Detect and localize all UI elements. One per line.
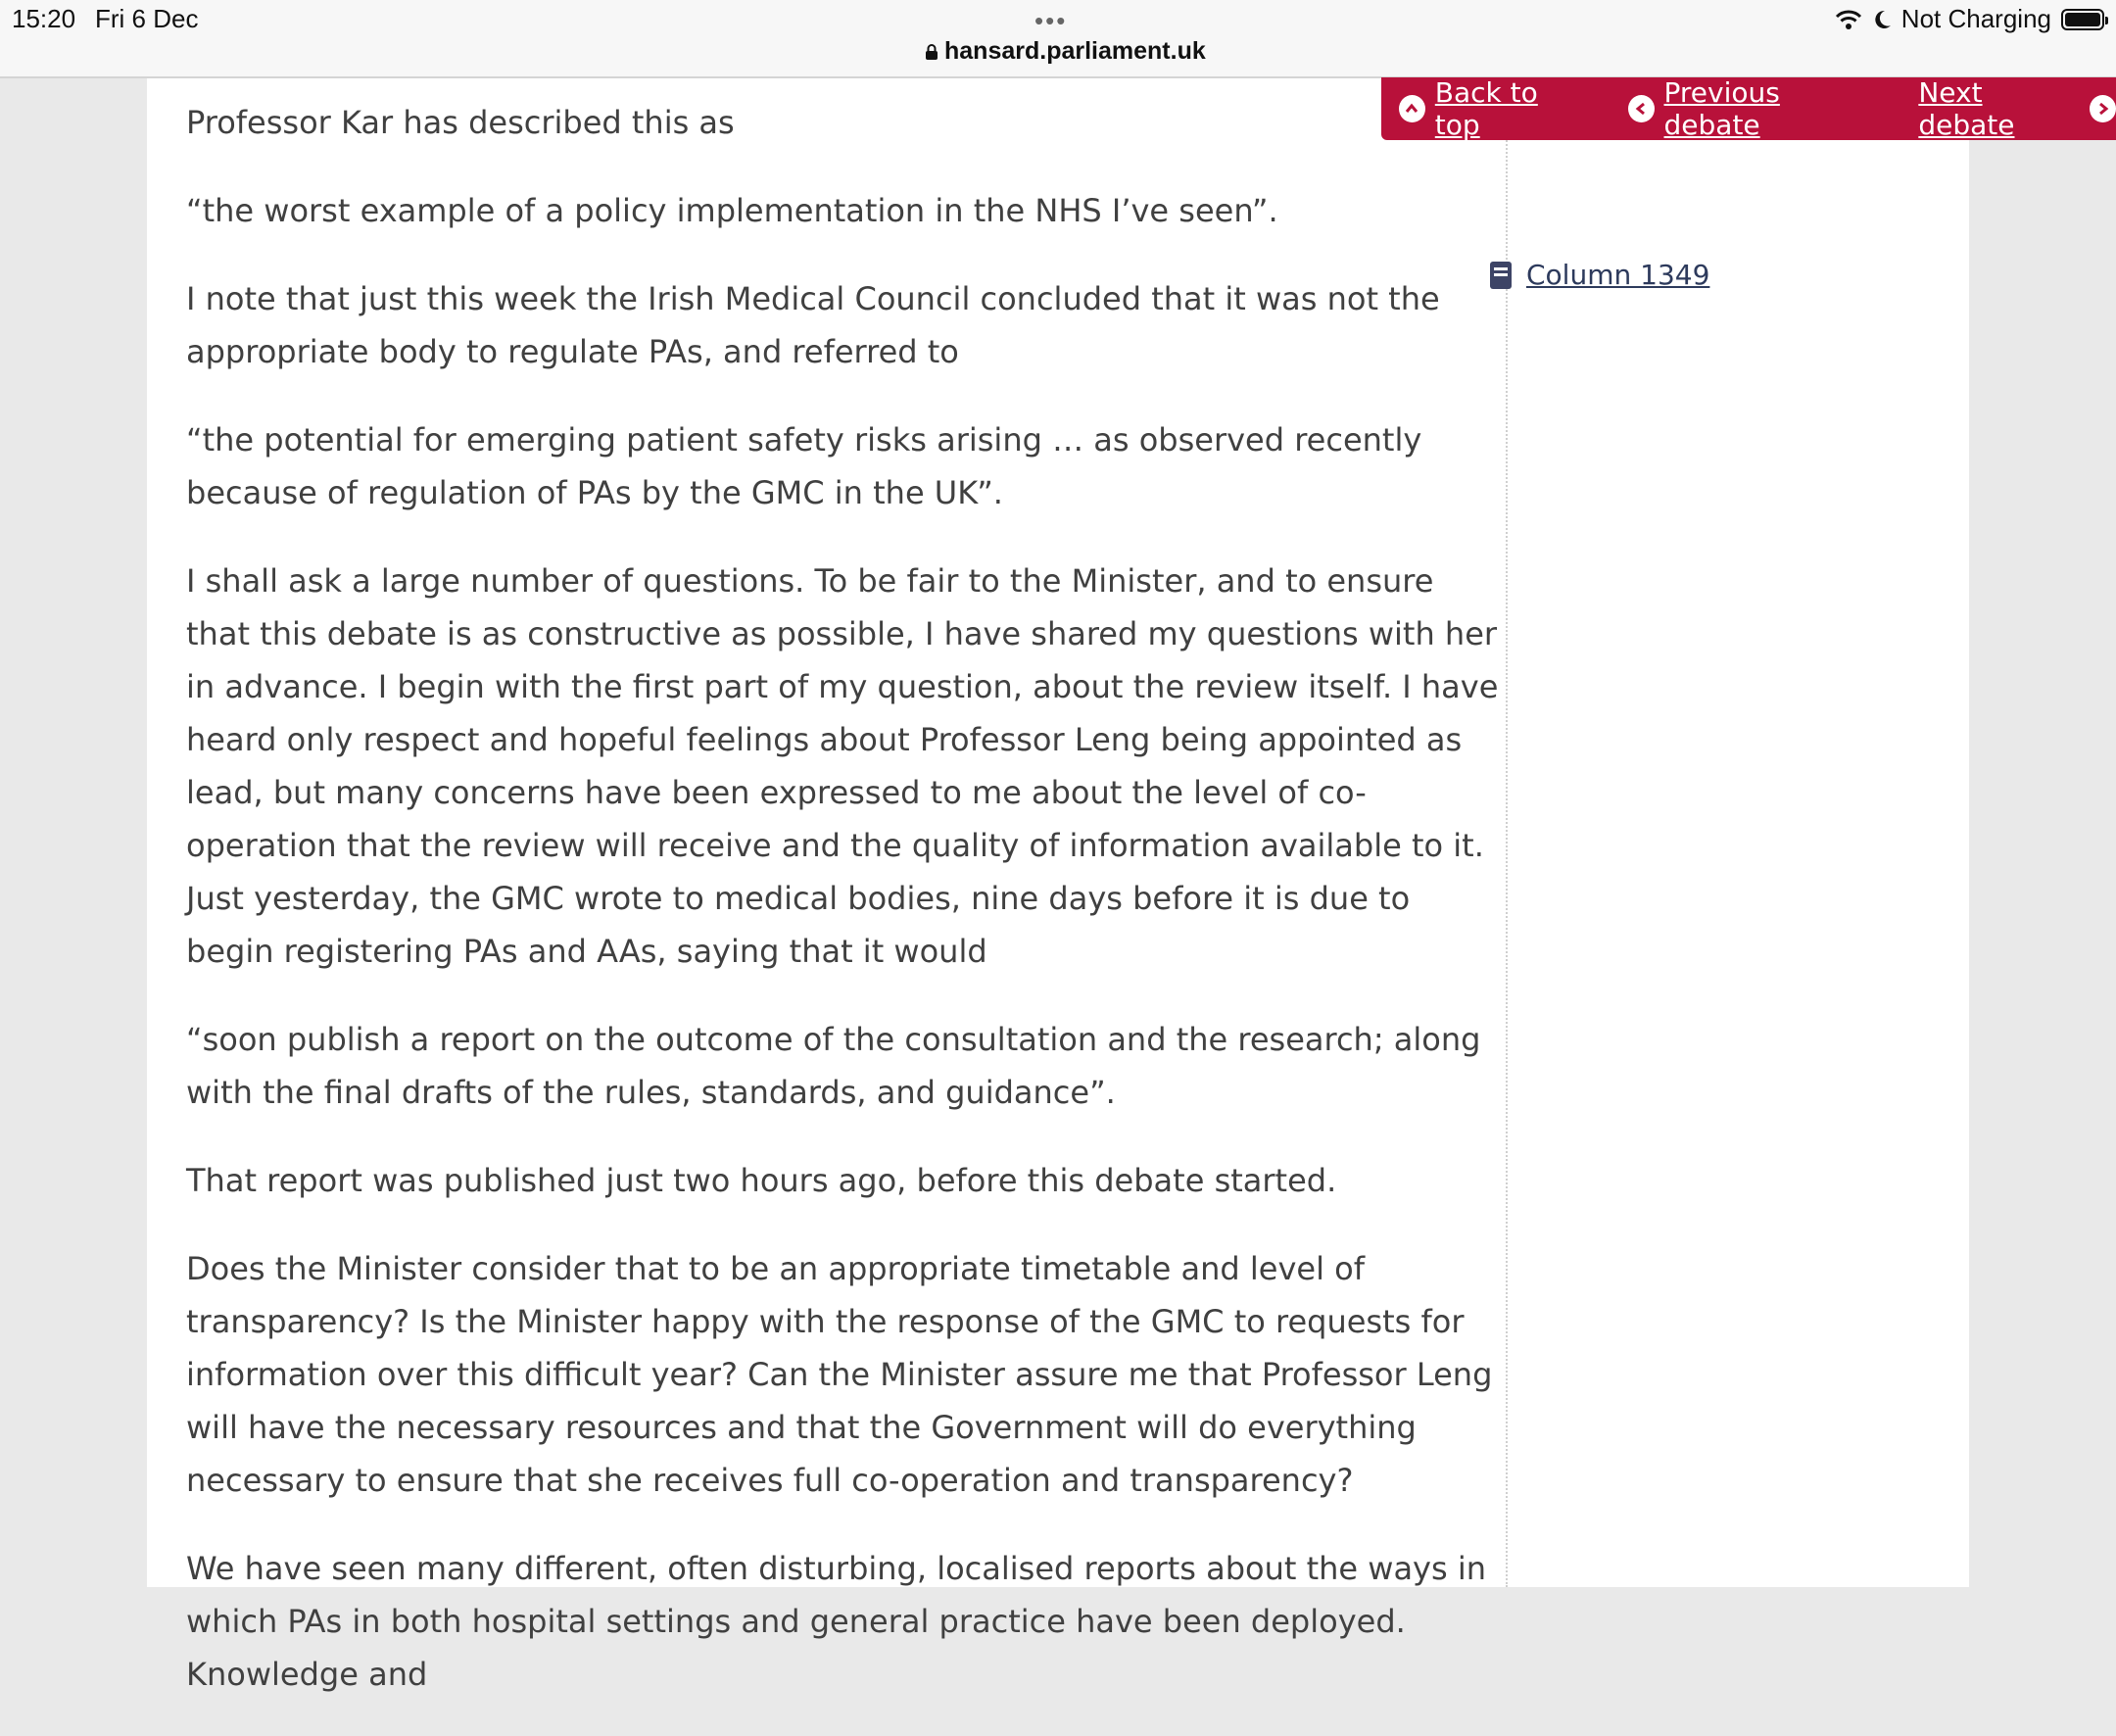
debate-text (186, 78, 1499, 1736)
book-icon (1489, 261, 1513, 290)
address-bar[interactable] (925, 37, 1206, 66)
charging-status: Not Charging (1900, 4, 2051, 33)
moon-icon (1872, 9, 1892, 30)
previous-debate-button[interactable] (1628, 76, 1876, 141)
url-text: hansard.parliament.uk (944, 37, 1206, 65)
column-divider (1506, 137, 1508, 1587)
paragraph: Professor Kar has described this as (186, 104, 735, 141)
back-to-top-button[interactable] (1399, 76, 1585, 141)
status-time: 15:20 (12, 4, 76, 33)
chevron-left-icon (1628, 95, 1655, 122)
paragraph: That report was published just two hours ago, before this debate started. (186, 1162, 1337, 1199)
chevron-up-icon (1399, 95, 1425, 122)
previous-debate-label: Previous debate (1663, 76, 1780, 141)
debate-navigation (1381, 77, 2116, 140)
multitasking-dots-icon[interactable]: ••• (1034, 6, 1068, 35)
quote-paragraph: “the potential for emerging patient safety risks arising … as observed recently because of regulation of PAs by the GMC in the UK”. (186, 421, 1422, 511)
wifi-icon (1835, 9, 1862, 30)
browser-status-bar (0, 0, 2116, 78)
column-reference[interactable] (1489, 259, 1709, 291)
paragraph: We have seen many different, often disturbing, localised reports about the ways in which PAs in both hospital settings and general practice have been deployed. Knowledge and (186, 1550, 1486, 1693)
column-link[interactable]: Column 1349 (1526, 259, 1710, 291)
debate-page (147, 78, 1969, 1693)
lock-icon (925, 43, 938, 61)
paragraph: I note that just this week the Irish Medical Council concluded that it was not the appropriate body to regulate PAs, and referred to (186, 280, 1440, 370)
battery-icon (2061, 9, 2104, 30)
next-debate-button[interactable] (1918, 76, 2116, 141)
paragraph: I shall ask a large number of questions. To be fair to the Minister, and to ensure that this debate is as constructive as possible, I have shared my questions with her in advance. I begin with the first part of my question, about the review itself. I have heard only respect and hopeful feelings about Professor Leng being appointed as lead, but many concerns have been expressed to me about the level of co-operation that the review will receive and the quality of information available to it. Just yesterday, the GMC wrote to medical bodies, nine days before it is due to begin registering PAs and AAs, saying that it would (186, 562, 1499, 970)
status-indicators (1835, 4, 2104, 34)
back-to-top-label: Back to top (1434, 76, 1538, 141)
quote-paragraph: “the worst example of a policy implementation in the NHS I’ve seen”. (186, 192, 1278, 229)
paragraph: Does the Minister consider that to be an appropriate timetable and level of transparency? Is the Minister happy with the response of the GMC to requests for information over this difficult year? Can the Minister assure me that Professor Leng will have the necessary resources and that the Government will do everything necessary to ensure that she receives full co-operation and transparency? (186, 1250, 1493, 1499)
quote-paragraph: “soon publish a report on the outcome of the consultation and the research; along with the final drafts of the rules, standards, and guidance”. (186, 1021, 1481, 1111)
chevron-right-icon (2090, 95, 2116, 122)
next-debate-label: Next debate (1918, 76, 2015, 141)
status-date: Fri 6 Dec (95, 4, 199, 33)
